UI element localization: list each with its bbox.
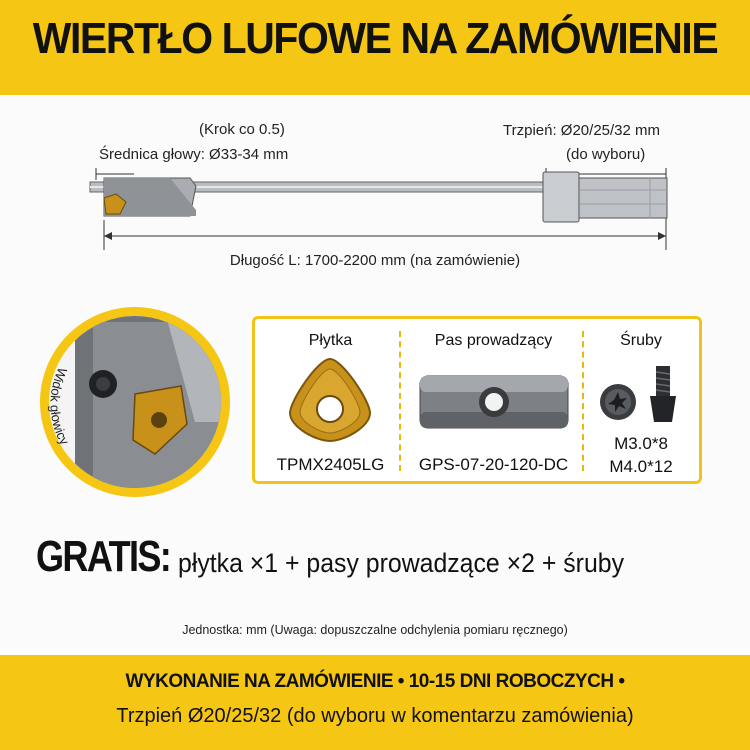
gratis-text: płytka ×1 + pasy prowadzące ×2 + śruby <box>178 548 625 578</box>
head-diameter-label: Średnica głowy: Ø33-34 mm <box>99 146 289 163</box>
screws-icon <box>596 362 690 426</box>
divider <box>582 331 584 471</box>
shank-note: (do wyboru) <box>566 146 646 163</box>
part-code-guide-pad: GPS-07-20-120-DC <box>418 455 569 474</box>
part-code-insert: TPMX2405LG <box>276 455 385 474</box>
head-view-label: Widok głowicy <box>47 365 73 448</box>
length-label: Długość L: 1700-2200 mm (na zamówienie) <box>229 252 521 269</box>
part-title-insert: Płytka <box>308 332 353 349</box>
part-title-guide-pad: Pas prowadzący <box>434 332 553 349</box>
gratis-label: GRATIS: <box>36 532 171 581</box>
guide-pad-icon <box>418 372 570 432</box>
divider <box>399 331 401 471</box>
part-code-screw-1: M3.0*8 <box>614 434 668 453</box>
unit-note: Jednostka: mm (Uwaga: dopuszczalne odchylenia pomiaru ręcznego) <box>182 623 568 637</box>
footer-line-2: Trzpień Ø20/25/32 (do wyboru w komentarzu zamówienia) <box>116 705 634 727</box>
insert-icon <box>282 355 378 445</box>
shank-label: Trzpień: Ø20/25/32 mm <box>503 122 661 139</box>
footer-line-1: WYKONANIE NA ZAMÓWIENIE • 10-15 DNI ROBOCZYCH • <box>125 671 625 692</box>
footer-banner <box>0 655 750 750</box>
head-view-magnifier <box>35 302 235 502</box>
part-title-screws: Śruby <box>620 332 662 349</box>
step-label: (Krok co 0.5) <box>199 121 285 138</box>
part-code-screw-2: M4.0*12 <box>609 457 673 476</box>
page-title: WIERTŁO LUFOWE NA ZAMÓWIENIE <box>32 14 718 63</box>
